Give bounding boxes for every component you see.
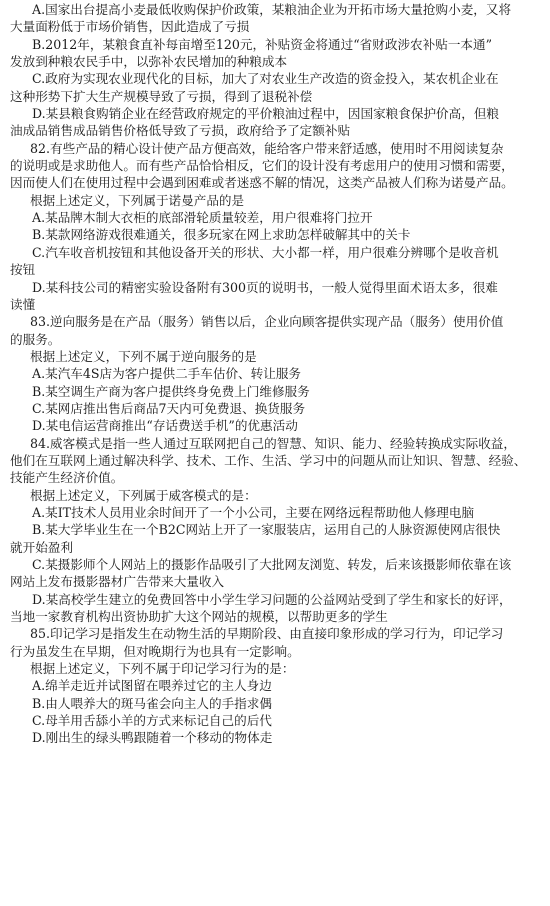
text-line: 行为虽发生在早期，但对晚期行为也具有一定影响。 xyxy=(10,643,300,659)
text-line: B.由人喂养大的斑马雀会向主人的手指求偶 xyxy=(32,695,272,711)
text-line: A.某品牌木制大衣柜的底部滑轮质量较差，用户很难将门拉开 xyxy=(32,210,373,226)
text-line: D.某科技公司的精密实验设备附有300页的说明书，一般人觉得里面术语太多，很难 xyxy=(32,279,498,295)
text-line: 当地一家教育机构出资协助扩大这个网站的规模，以帮助更多的学生 xyxy=(10,609,388,625)
text-line: C.某网店推出售后商品7天内可免费退、换货服务 xyxy=(32,400,306,416)
text-line: 因而使人们在使用过程中会遇到困难或者迷惑不解的情况，这类产品被人们称为诺曼产品。 xyxy=(10,175,514,191)
text-line: D.某县粮食购销企业在经营政府规定的平价粮油过程中，因国家粮食保护价高，但粮 xyxy=(32,106,500,122)
text-line: D.某高校学生建立的免费回答中小学生学习问题的公益网站受到了学生和家长的好评， xyxy=(32,591,512,607)
text-line: A.某汽车4S店为客户提供二手车估价、转让服务 xyxy=(32,366,302,382)
text-line: 油成品销售成品销售价格低导致了亏损，政府给予了定额补贴 xyxy=(10,123,351,139)
text-line: 根据上述定义，下列属于威客模式的是： xyxy=(30,487,257,503)
text-line: 大量面粉低于市场价销售，因此造成了亏损 xyxy=(10,19,250,35)
text-line: C.某摄影师个人网站上的摄影作品吸引了大批网友浏览、转发，后来该摄影师依靠在该 xyxy=(32,557,512,572)
text-line: 技能产生经济价值。 xyxy=(10,470,124,486)
text-line: 按钮 xyxy=(10,262,36,278)
text-line: 85.印记学习是指发生在动物生活的早期阶段、由直接印象形成的学习行为，印记学习 xyxy=(30,626,504,642)
text-line: 读懂 xyxy=(10,296,36,312)
text-line: D.刚出生的绿头鸭跟随着一个移动的物体走 xyxy=(32,730,273,746)
text-line: 根据上述定义，下列不属于逆向服务的是 xyxy=(30,348,257,364)
text-line: 82.有些产品的精心设计使产品方便高效，能给客户带来舒适感，使用时不用阅读复杂 xyxy=(30,140,504,156)
text-line: 这种形势下扩大生产规模导致了亏损，得到了退税补偿 xyxy=(10,88,313,104)
text-line: 83.逆向服务是在产品（服务）销售以后，企业向顾客提供实现产品（服务）使用价值 xyxy=(30,314,504,330)
text-line: B.某空调生产商为客户提供终身免费上门维修服务 xyxy=(32,383,310,399)
text-line: C.汽车收音机按钮和其他设备开关的形状、大小都一样，用户很难分辨哪个是收音机 xyxy=(32,244,499,260)
text-line: D.某电信运营商推出“存话费送手机”的优惠活动 xyxy=(32,418,298,434)
text-line: 84.威客模式是指一些人通过互联网把自己的智慧、知识、能力、经验转换成实际收益， xyxy=(30,435,516,451)
text-line: B.某款网络游戏很难通关，很多玩家在网上求助怎样破解其中的关卡 xyxy=(32,227,411,243)
text-line: C.母羊用舌舔小羊的方式来标记自己的后代 xyxy=(32,713,272,729)
text-line: B.某大学毕业生在一个B2C网站上开了一家服装店，运用自己的人脉资源使网店很快 xyxy=(32,522,501,538)
text-line: B.2012年，某粮食直补每亩增至120元，补贴资金将通过“省财政涉农补贴一本通” xyxy=(32,36,493,52)
text-line: A.国家出台提高小麦最低收购保护价政策，某粮油企业为开拓市场大量抢购小麦，又将 xyxy=(32,2,512,17)
text-line: 发放到种粮农民手中，以弥补农民增加的种粮成本 xyxy=(10,54,288,70)
text-line: 就开始盈利 xyxy=(10,539,73,555)
text-line: A.某IT技术人员用业余时间开了一个小公司，主要在网络远程帮助他人修理电脑 xyxy=(32,504,475,520)
text-line: C.政府为实现农业现代化的目标，加大了对农业生产改造的资金投入，某农机企业在 xyxy=(32,71,499,87)
text-line: 网站上发布摄影器材广告带来大量收入 xyxy=(10,574,225,590)
text-line: 他们在互联网上通过解决科学、技术、工作、生活、学习中的问题从而让知识、智慧、经验、 xyxy=(10,452,527,468)
text-line: 根据上述定义，下列不属于印记学习行为的是： xyxy=(30,661,295,677)
text-line: 的服务。 xyxy=(10,331,61,347)
text-line: 的说明或是求助他人。而有些产品恰恰相反，它们的设计没有考虑用户的使用习惯和需要， xyxy=(10,158,514,174)
text-line: A.绵羊走近并试图留在喂养过它的主人身边 xyxy=(32,678,272,694)
text-line: 根据上述定义，下列属于诺曼产品的是 xyxy=(30,192,245,208)
